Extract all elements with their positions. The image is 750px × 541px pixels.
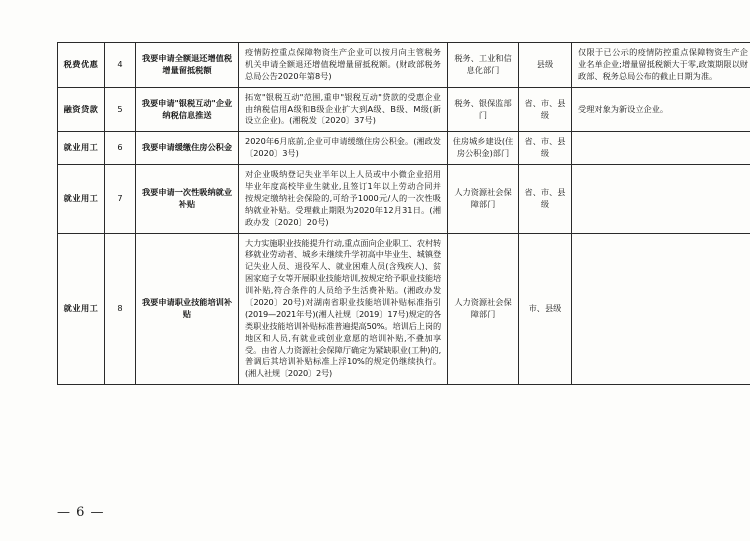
row-remark: 受理对象为新设立企业。 [572,87,750,132]
row-level: 市、县级 [519,233,572,385]
row-number: 7 [105,165,136,233]
row-item: 我要申请全额退还增值税增量留抵税额 [136,43,239,88]
row-description: 拓宽"银税互动"范围,重申"银税互动"贷款的受惠企业由纳税信用A级和B级企业扩大到A级、B级、M级(新设立企业)。(湘税发〔2020〕37号) [239,87,448,132]
row-category: 融资贷款 [58,87,105,132]
row-item: 我要申请缓缴住房公积金 [136,132,239,165]
row-item: 我要申请"银税互动"企业纳税信息推送 [136,87,239,132]
policy-table [57,42,750,385]
table-row [58,132,750,165]
row-description: 2020年6月底前,企业可申请缓缴住房公积金。(湘政发〔2020〕3号) [239,132,448,165]
row-level: 县级 [519,43,572,88]
page-number: — 6 — [57,505,105,520]
row-department: 税务、银保监部门 [448,87,519,132]
row-level: 省、市、县级 [519,132,572,165]
table-row [58,233,750,385]
row-description: 疫情防控重点保障物资生产企业可以按月向主管税务机关申请全额退还增值税增量留抵税额。(财政部税务总局公告2020年第8号) [239,43,448,88]
row-category: 就业用工 [58,165,105,233]
row-department: 人力资源社会保障部门 [448,233,519,385]
row-remark [572,233,750,385]
row-remark [572,132,750,165]
row-item: 我要申请一次性吸纳就业补贴 [136,165,239,233]
row-item: 我要申请职业技能培训补贴 [136,233,239,385]
row-number: 5 [105,87,136,132]
row-level: 省、市、县级 [519,87,572,132]
row-number: 8 [105,233,136,385]
row-level: 省、市、县级 [519,165,572,233]
row-category: 就业用工 [58,233,105,385]
row-description: 大力实施职业技能提升行动,重点面向企业职工、农村转移就业劳动者、城乡未继续升学初高中毕业生、城镇登记失业人员、退役军人、就业困难人员(含残疾人)、贫困家庭子女等开展职业技能培训,按规定给予职业技能培训补贴,符合条件的人员给予生活费补贴。(湘政办发〔2020〕20号)对湖南省职业技能培训补贴标准指引(2019—2021年号)(湘人社规〔2019〕17号)规定的各类职业技能培训补贴标准普遍提高50%。培训后上岗的地区和人员,有就业或创业意愿的培训补贴,不叠加享受。由省人力资源社会保障厅确定为紧缺职业(工种)的,普调后其培训补贴标准上浮10%的规定仍继续执行。(湘人社规〔2020〕2号) [239,233,448,385]
row-number: 4 [105,43,136,88]
row-category: 税费优惠 [58,43,105,88]
row-description: 对企业吸纳登记失业半年以上人员或中小微企业招用毕业年度高校毕业生就业,且签订1年以上劳动合同并按规定缴纳社会保险的,可给予1000元/人的一次性吸纳就业补贴。受理截止期限为2020年12月31日。(湘政办发〔2020〕20号) [239,165,448,233]
row-remark [572,165,750,233]
row-department: 住房城乡建设(住房公积金)部门 [448,132,519,165]
row-remark: 仅限于已公示的疫情防控重点保障物资生产企业名单企业;增量留抵税额大于零,政策期限以财政部、税务总局公布的截止日期为准。 [572,43,750,88]
row-department: 人力资源社会保障部门 [448,165,519,233]
table-row [58,87,750,132]
row-category: 就业用工 [58,132,105,165]
table-row [58,43,750,88]
table-row [58,165,750,233]
row-department: 税务、工业和信息化部门 [448,43,519,88]
row-number: 6 [105,132,136,165]
